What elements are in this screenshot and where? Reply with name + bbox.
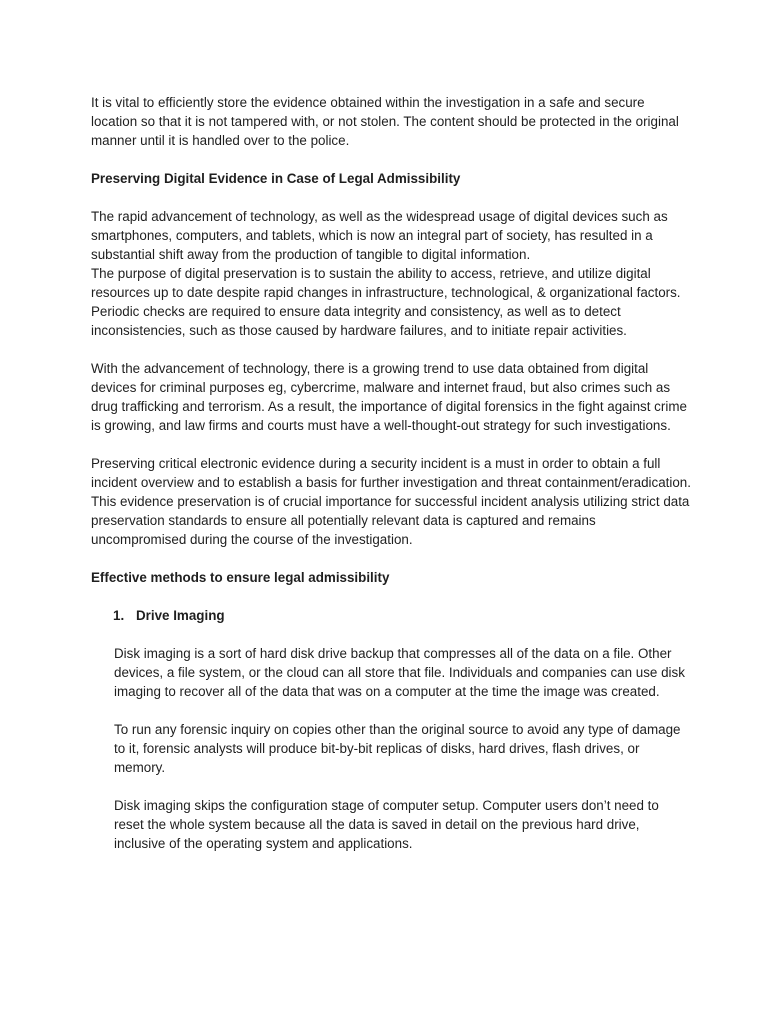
paragraph-technology-advancement: The rapid advancement of technology, as well as the widespread usage of digital devices such as smartphones, computers, and tablets, which is now an integral part of society, has resulted in a substantial shift away from the production of tangible to digital information. [91, 209, 668, 262]
list-number: 1. [113, 608, 125, 623]
paragraph-forensic-replicas: To run any forensic inquiry on copies other than the original source to avoid any type of damage to it, forensic analysts will produce bit-by-bit replicas of disks, hard drives, flash drives, or memory. [114, 722, 681, 775]
document-body [91, 93, 691, 872]
paragraph-criminal-use-trend: With the advancement of technology, there is a growing trend to use data obtained from digital devices for criminal purposes eg, cybercrime, malware and internet fraud, but also crimes such as drug trafficking and terrorism. As a result, the importance of digital forensics in the fight against crime is growing, and law firms and courts must have a well-thought-out strategy for such investigations. [91, 361, 687, 433]
paragraph-evidence-storage: It is vital to efficiently store the evidence obtained within the investigation in a safe and secure location so that it is not tampered with, or not stolen. The content should be protected in the original manner until it is handled over to the police. [91, 95, 679, 148]
heading-effective-methods: Effective methods to ensure legal admissibility [91, 570, 390, 585]
list-item-drive-imaging [113, 606, 691, 625]
drive-imaging-section [114, 644, 691, 853]
paragraph-configuration-skip: Disk imaging skips the configuration stage of computer setup. Computer users don’t need to reset the whole system because all the data is saved in detail on the previous hard drive, inclusive of the operating system and applications. [114, 798, 659, 851]
paragraph-incident-evidence: Preserving critical electronic evidence during a security incident is a must in order to obtain a full incident overview and to establish a basis for further investigation and threat containment/eradication. This evidence preservation is of crucial importance for successful incident analysis utilizing strict data preservation standards to ensure all potentially relevant data is captured and remains uncompromised during the course of the investigation. [91, 456, 691, 547]
list-item-title: Drive Imaging [136, 608, 225, 623]
paragraph-disk-imaging-definition: Disk imaging is a sort of hard disk drive backup that compresses all of the data on a file. Other devices, a file system, or the cloud can all store that file. Individuals and companies can use disk imaging to recover all of the data that was on a computer at the time the image was created. [114, 646, 685, 699]
heading-preserving-digital-evidence: Preserving Digital Evidence in Case of Legal Admissibility [91, 171, 461, 186]
paragraph-digital-preservation-purpose: The purpose of digital preservation is to sustain the ability to access, retrieve, and utilize digital resources up to date despite rapid changes in infrastructure, technological, & organizational factors. Periodic checks are required to ensure data integrity and consistency, as well as to detect inconsistencies, such as those caused by hardware failures, and to initiate repair activities. [91, 266, 681, 338]
